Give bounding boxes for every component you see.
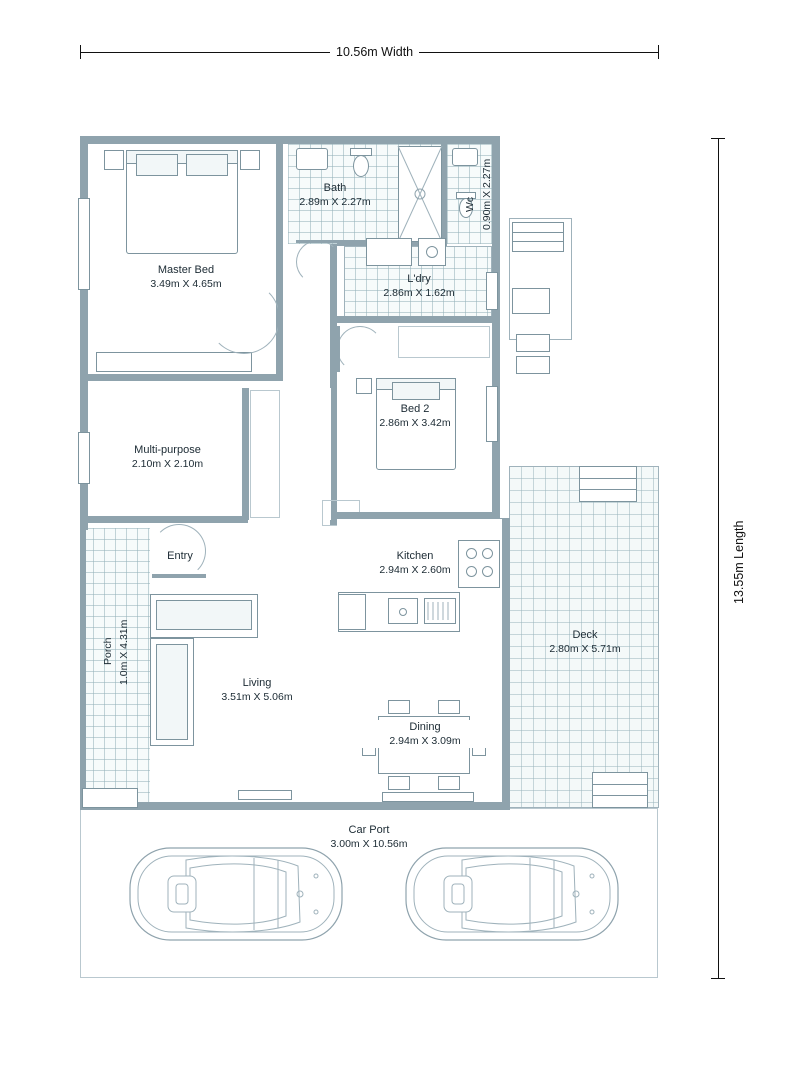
- bath-label: [270, 181, 400, 209]
- dining-chair-tl: [388, 700, 410, 714]
- stove-burner-3: [466, 566, 477, 577]
- length-dimension-cap-bottom: [711, 978, 725, 979]
- kitchen-size: 2.94m X 2.60m: [379, 564, 451, 576]
- master-wardrobe: [96, 352, 252, 372]
- entry-door-arc: [152, 524, 206, 578]
- side-step-upper-tread: [512, 232, 564, 242]
- living-sofa-side-cushion: [156, 644, 188, 740]
- wall-master-bottom: [88, 374, 283, 381]
- bath-toilet-bowl: [353, 155, 369, 177]
- laundry-washer-drum: [426, 246, 438, 258]
- carport-size: 3.00m X 10.56m: [330, 838, 408, 850]
- stove-burner-2: [482, 548, 493, 559]
- living-name: Living: [242, 677, 272, 689]
- width-dimension-cap-left: [80, 45, 81, 59]
- exterior-wall-left-porch: [80, 528, 86, 810]
- porch-step: [82, 788, 138, 808]
- width-dimension-label: 10.56m Width: [330, 45, 419, 59]
- car-right: [404, 846, 620, 942]
- bed2-size: 2.86m X 3.42m: [379, 417, 451, 429]
- master-nightstand-left: [104, 150, 124, 170]
- bed2-door-arc: [337, 326, 383, 372]
- porch-area: [82, 528, 150, 808]
- bed2-nightstand: [356, 378, 372, 394]
- bed2-pillow: [392, 382, 440, 400]
- living-sliding-door: [238, 790, 292, 800]
- bed2-cupboard-top: [398, 326, 490, 358]
- multipurpose-size: 2.10m X 2.10m: [131, 458, 204, 470]
- exterior-wall-right-lower: [502, 518, 510, 810]
- shower-diagonals: [398, 146, 442, 242]
- kitchen-cooktop-lines: [424, 598, 456, 624]
- master-bed-label: [106, 263, 266, 291]
- dining-sliding-door: [382, 792, 474, 802]
- master-door-leaf: [278, 284, 282, 354]
- deck-step-top-tread: [579, 478, 637, 490]
- side-rail-a: [516, 334, 550, 352]
- porch-size-label: [118, 620, 131, 685]
- bed2-label: [355, 402, 475, 430]
- multipurpose-label: [90, 443, 245, 471]
- master-bed-size: 3.49m X 4.65m: [150, 278, 222, 290]
- dining-chair-tr: [438, 700, 460, 714]
- deck-step-bottom-tread: [592, 784, 648, 796]
- hall-cupboard: [250, 390, 280, 518]
- wall-bed2-bottom: [337, 512, 492, 519]
- master-door-arc: [208, 282, 280, 354]
- master-bed-name: Master Bed: [157, 264, 215, 276]
- deck-name: Deck: [572, 629, 598, 641]
- master-pillow-left: [136, 154, 178, 176]
- wall-laundry-bottom: [337, 316, 497, 323]
- wc-size-label: [481, 159, 494, 230]
- wall-living-corridor: [330, 326, 337, 526]
- bath-basin: [296, 148, 328, 170]
- kitchen-bench-right: [458, 540, 500, 588]
- laundry-tub: [366, 238, 412, 266]
- master-nightstand-right: [240, 150, 260, 170]
- porch-size: 1.0m X 4.31m: [118, 619, 130, 685]
- laundry-name: L'dry: [407, 273, 431, 285]
- exterior-wall-top: [80, 136, 500, 144]
- bath-door-leaf: [296, 240, 340, 243]
- kitchen-sink-drain: [399, 608, 407, 616]
- bed2-name: Bed 2: [400, 403, 430, 415]
- dining-name: Dining: [409, 721, 441, 733]
- dining-label: [360, 720, 490, 748]
- master-pillow-right: [186, 154, 228, 176]
- window-bed2-right: [486, 386, 498, 442]
- living-sofa-l-cushion: [156, 600, 252, 630]
- wall-multipurpose-bottom: [88, 516, 248, 523]
- wc-name-label: [464, 197, 477, 212]
- living-size: 3.51m X 5.06m: [221, 691, 293, 703]
- side-rail-b: [516, 356, 550, 374]
- side-step-lower: [512, 288, 550, 314]
- porch-name: Porch: [102, 637, 114, 665]
- bed2-door-leaf: [337, 326, 340, 372]
- porch-name-label: [102, 638, 115, 665]
- kitchen-name: Kitchen: [396, 550, 434, 562]
- entry-name: Entry: [167, 550, 193, 562]
- bath-size: 2.89m X 2.27m: [299, 196, 371, 208]
- length-dimension-cap-top: [711, 138, 725, 139]
- car-left: [128, 846, 344, 942]
- laundry-label: [349, 272, 489, 300]
- length-dimension-label: 13.55m Length: [732, 515, 746, 610]
- entry-door-leaf: [152, 574, 206, 578]
- dining-chair-br: [438, 776, 460, 790]
- window-master-left: [78, 198, 90, 290]
- exterior-wall-bottom: [80, 802, 510, 810]
- multipurpose-name: Multi-purpose: [134, 444, 201, 456]
- wc-name: Wc: [464, 196, 476, 212]
- width-dimension-cap-right: [658, 45, 659, 59]
- dining-size: 2.94m X 3.09m: [389, 735, 461, 747]
- stove-burner-1: [466, 548, 477, 559]
- length-dimension-line: [718, 138, 719, 978]
- deck-label: [522, 628, 648, 656]
- kitchen-fridge: [338, 594, 366, 630]
- laundry-size: 2.86m X 1.62m: [383, 287, 455, 299]
- dining-chair-bl: [388, 776, 410, 790]
- bath-door-arc: [296, 240, 340, 284]
- bath-name: Bath: [323, 182, 347, 194]
- living-label: [192, 676, 322, 704]
- stove-burner-4: [482, 566, 493, 577]
- carport-name: Car Port: [348, 824, 390, 836]
- wc-size: 0.90m X 2.27m: [481, 158, 493, 230]
- wc-basin: [452, 148, 478, 166]
- laundry-door: [486, 272, 498, 310]
- window-multipurpose-left: [78, 432, 90, 484]
- deck-size: 2.80m X 5.71m: [549, 643, 621, 655]
